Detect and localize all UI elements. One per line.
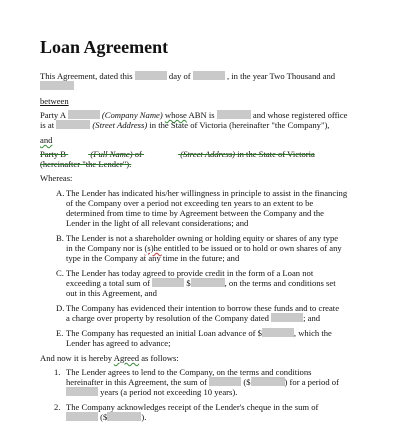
clause-1-text-2: ) for a period of	[284, 377, 339, 387]
clause-1-number: 1.	[54, 367, 61, 377]
recital-e-line-2: Lender has agreed to advance;	[66, 338, 171, 348]
recital-a-line-2: of the Company over a period not exceeding ten years to an extent to be	[66, 198, 314, 208]
cheque-sum-words-blank[interactable]	[66, 412, 98, 421]
date-year-blank[interactable]	[40, 81, 74, 90]
whereas-label: Whereas:	[40, 173, 73, 183]
recital-e-text-1: The Company has requested an initial Loan advance of $	[66, 328, 262, 338]
agreed-text: Agreed	[113, 353, 140, 363]
clause-2-number: 2.	[54, 402, 61, 412]
recital-a-letter: A.	[56, 188, 65, 198]
dollar-sign: $	[186, 278, 191, 288]
date-day-blank[interactable]	[135, 71, 167, 80]
street-address-hint: (Street Address)	[92, 120, 148, 130]
street-address-hint-b: (Street Address)	[180, 149, 236, 159]
company-name-hint: (Company Name)	[101, 110, 163, 120]
clause-2-line-1: The Company acknowledges receipt of the Lender's cheque in the sum of	[66, 402, 319, 412]
between-label: between	[40, 96, 69, 106]
clause-1-line-2	[66, 377, 339, 387]
loan-period-blank[interactable]	[66, 387, 98, 396]
and-now-text-2: as follows:	[141, 353, 179, 363]
resolution-date-blank[interactable]	[271, 313, 303, 322]
clause-2-text-2: ).	[141, 412, 147, 422]
recital-d-line-2	[66, 313, 320, 323]
party-a-text-2: and whose registered office	[252, 110, 348, 120]
intro-line-2	[40, 81, 74, 91]
intro-text-2: day of	[168, 71, 191, 81]
recital-d-letter: D.	[56, 303, 65, 313]
of-text: of	[134, 149, 142, 159]
party-a-line-1	[40, 110, 347, 120]
and-label: and	[40, 135, 53, 145]
recital-c-text-2: , on the terms and conditions set	[224, 278, 336, 288]
party-a-line-2	[40, 120, 329, 130]
recital-e-line-1	[66, 328, 332, 338]
clause-1-line-3	[66, 387, 237, 397]
recital-c-line-1: The Lender has today agreed to provide credit in the form of a Loan not	[66, 268, 314, 278]
clause-2-dollar: ($	[100, 412, 108, 422]
recital-b-line-1: The Lender is not a shareholder owning or holding equity or shares of any type	[66, 233, 339, 243]
loan-sum-words-blank[interactable]	[209, 377, 241, 386]
recital-b-line-2	[66, 243, 342, 253]
whose-text: whose	[164, 110, 187, 120]
cheque-sum-figures-blank[interactable]	[107, 412, 141, 421]
party-b-label: Party B	[40, 149, 67, 159]
he-she-text: (s)he	[144, 243, 162, 253]
party-b-name-blank[interactable]	[68, 149, 88, 159]
recital-d-text-2: ; and	[303, 313, 321, 323]
clause-1-text-3: years (a period not exceeding 10 years).	[100, 387, 238, 397]
clause-2-line-2	[66, 412, 146, 422]
intro-text-3: , in the year Two Thousand and	[226, 71, 336, 81]
party-a-label: Party A	[40, 110, 66, 120]
is-at-text: is at	[40, 120, 55, 130]
recital-b-text-1: in the Company nor is	[66, 243, 143, 253]
recital-c-line-3: out in this Agreement, and	[66, 288, 157, 298]
party-a-text-3: in the State of Victoria (hereinafter "the Company"),	[149, 120, 330, 130]
clause-1-text-1: hereinafter in this Agreement, the sum of	[66, 377, 208, 387]
and-now-line	[40, 353, 179, 363]
party-b-address-blank[interactable]	[144, 149, 178, 159]
recital-a-line-1: The Lender has indicated his/her willingness in principle to assist in the financing	[66, 188, 348, 198]
recital-b-letter: B.	[56, 233, 64, 243]
initial-advance-blank[interactable]	[262, 328, 294, 337]
recital-c-text-1: exceeding a total sum of	[66, 278, 150, 288]
recital-e-text-2: , which the	[293, 328, 332, 338]
abn-text: ABN is	[188, 110, 215, 120]
state-text: in the State of Victoria	[237, 149, 315, 159]
recital-a-line-3: determined from time to time by Agreement between the Company and the	[66, 208, 324, 218]
party-b-line-1	[40, 149, 315, 159]
page-title: Loan Agreement	[40, 37, 169, 57]
recital-c-letter: C.	[56, 268, 64, 278]
total-sum-words-blank[interactable]	[152, 278, 184, 287]
clause-1-line-1: The Lender agrees to lend to the Company, on the terms and conditions	[66, 367, 312, 377]
full-name-hint: (Full Name)	[90, 149, 133, 159]
party-a-name-blank[interactable]	[68, 110, 100, 119]
recital-c-line-2	[66, 278, 336, 288]
recital-d-line-1: The Company has evidenced their intention to borrow these funds and to create	[66, 303, 340, 313]
intro-text-1: This Agreement, dated this	[40, 71, 133, 81]
abn-blank[interactable]	[217, 110, 251, 119]
recital-d-text-1: a charge over property by resolution of the Company dated	[66, 313, 269, 323]
clause-1-dollar: ($	[243, 377, 251, 387]
intro-line	[40, 71, 335, 81]
party-b-line-2: (hereinafter "the Lender").	[40, 159, 132, 169]
total-sum-figures-blank[interactable]	[191, 278, 225, 287]
party-a-address-blank[interactable]	[56, 120, 90, 129]
recital-b-text-2: entitled to be issued or to hold or own shares of any	[163, 243, 342, 253]
and-now-text-1: And now it is hereby	[40, 353, 113, 363]
recital-e-letter: E.	[56, 328, 64, 338]
recital-b-line-3: type in the Company at any time in the future; and	[66, 253, 240, 263]
loan-sum-figures-blank[interactable]	[251, 377, 285, 386]
date-month-blank[interactable]	[193, 71, 225, 80]
recital-a-line-4: Lender in the light of all relevant considerations; and	[66, 218, 249, 228]
